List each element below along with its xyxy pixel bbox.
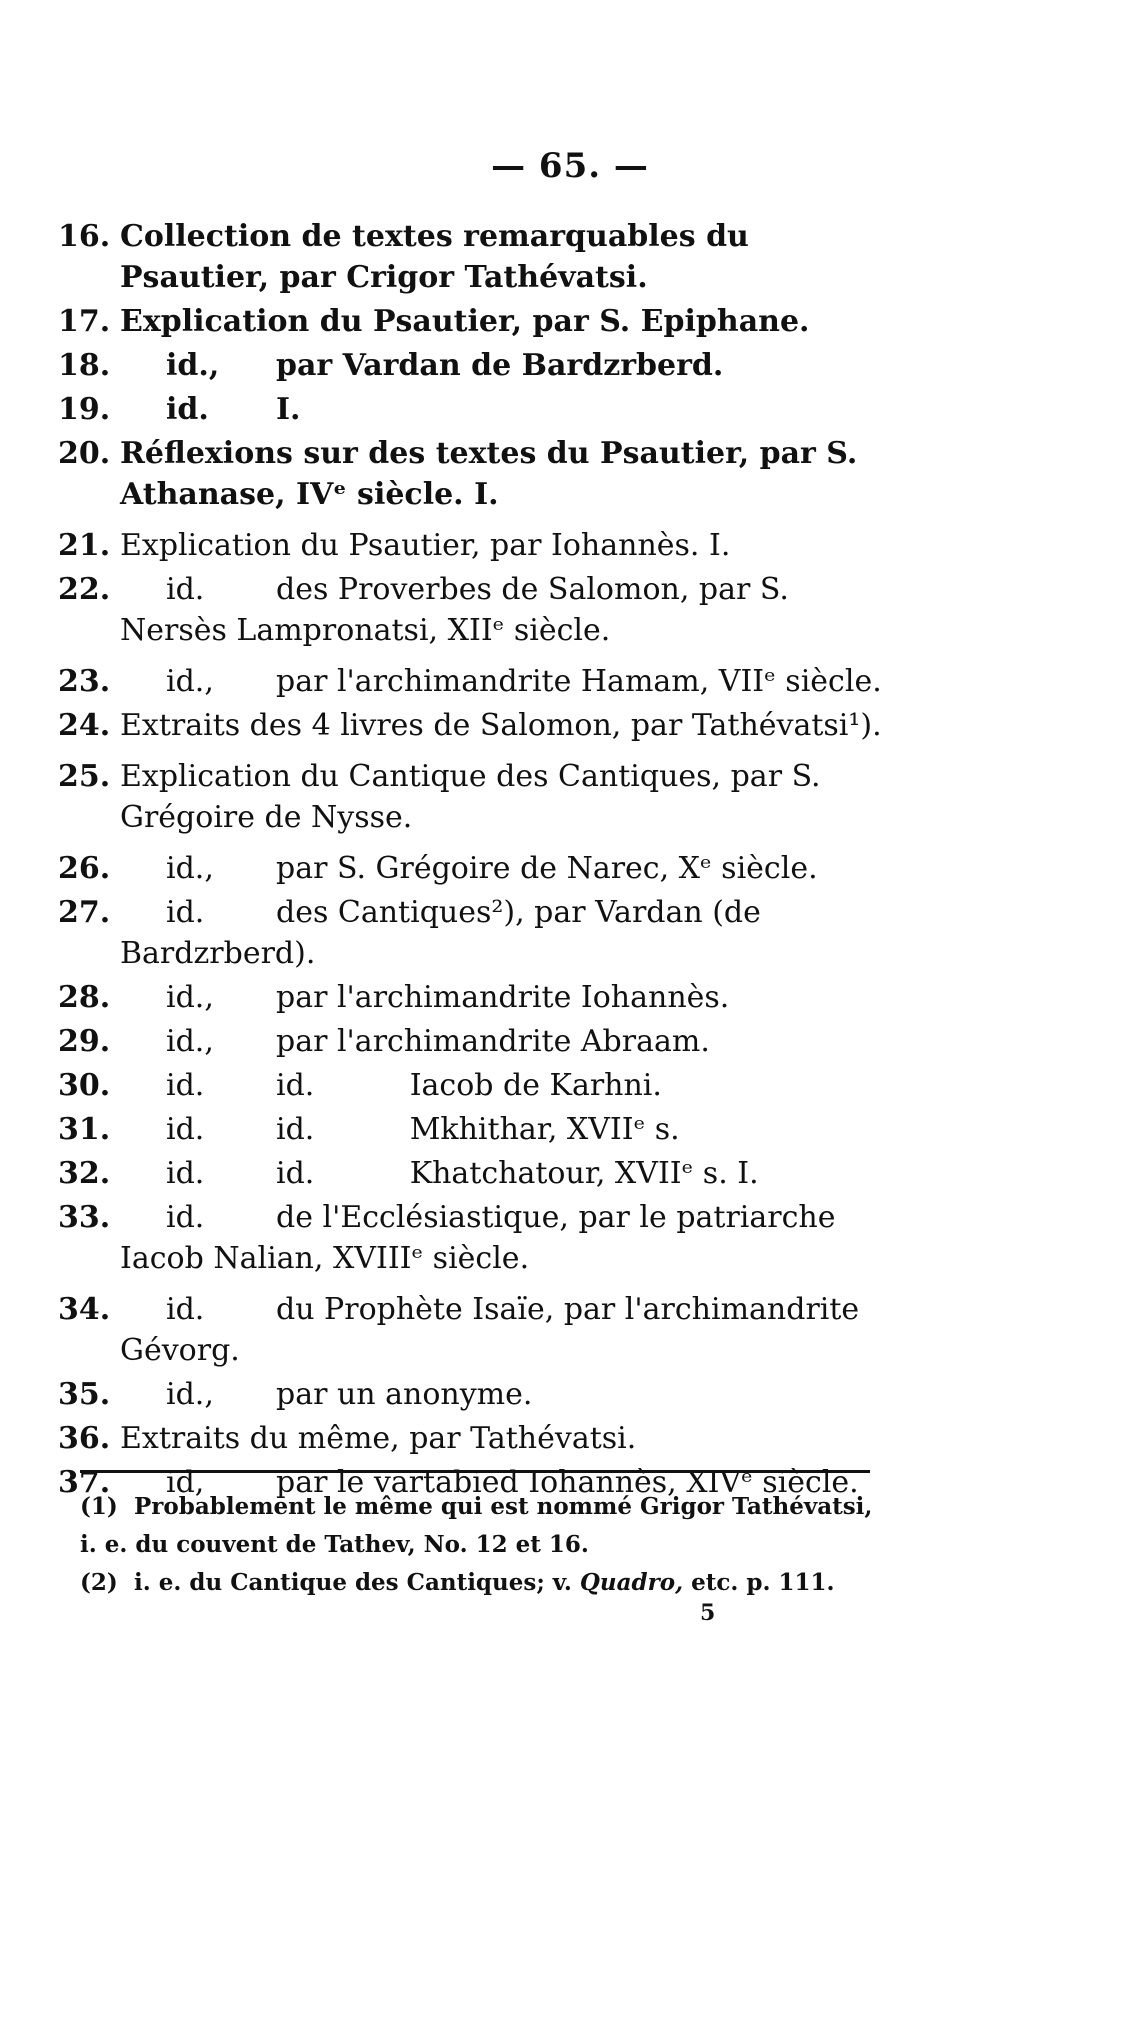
entry-number: 28. — [58, 980, 111, 1015]
entry-text: I. — [276, 392, 301, 427]
entry-ref: id. — [166, 1292, 205, 1327]
catalogue-entry — [58, 1197, 898, 1279]
footnote-2 — [80, 1564, 880, 1602]
footnote-tail: etc. p. 111. — [691, 1569, 835, 1596]
entry-text: du Prophète Isaïe, par l'archimandrite Gévorg. — [120, 1292, 869, 1368]
entry-number: 19. — [58, 392, 111, 427]
signature-mark: 5 — [700, 1600, 716, 1626]
entry-body — [120, 892, 898, 974]
catalogue-entry — [58, 848, 898, 889]
entry-number: 30. — [58, 1068, 111, 1103]
catalogue-entry — [58, 389, 898, 430]
catalogue-entry — [58, 977, 898, 1018]
page-number: — 65. — — [491, 146, 649, 186]
entry-text: Explication du Psautier, par S. Epiphane. — [120, 304, 810, 339]
entry-text: Extraits du même, par Tathévatsi. — [120, 1421, 637, 1456]
entry-body — [120, 1374, 898, 1415]
entry-number: 29. — [58, 1024, 111, 1059]
entry-ref: id., — [166, 1377, 214, 1412]
entry-text: id. Iacob de Karhni. — [276, 1068, 662, 1103]
entry-number: 24. — [58, 708, 111, 743]
entry-number: 36. — [58, 1421, 111, 1456]
catalogue-entry — [58, 705, 898, 746]
entry-number: 16. — [58, 219, 111, 254]
entry-text: Extraits des 4 livres de Salomon, par Tathévatsi¹). — [120, 708, 882, 743]
entry-body — [120, 1021, 898, 1062]
entry-ref: id. — [166, 1068, 205, 1103]
entry-ref: id., — [166, 851, 214, 886]
entry-body — [120, 1289, 898, 1371]
catalogue-entries — [58, 216, 898, 1506]
entry-number: 17. — [58, 304, 111, 339]
entry-body — [120, 756, 898, 838]
entry-number: 18. — [58, 348, 111, 383]
catalogue-entry — [58, 1289, 898, 1371]
entry-ref: id., — [166, 1024, 214, 1059]
entry-ref: id., — [166, 348, 220, 383]
catalogue-entry — [58, 345, 898, 386]
catalogue-entry — [58, 892, 898, 974]
footnotes — [80, 1488, 880, 1602]
entry-text: des Cantiques²), par Vardan (de Bardzrberd). — [120, 895, 771, 971]
entry-ref: id. — [166, 392, 209, 427]
entry-text: par l'archimandrite Iohannès. — [276, 980, 730, 1015]
entry-body — [120, 389, 898, 430]
entry-number: 34. — [58, 1292, 111, 1327]
entry-text: Collection de textes remarquables du Psautier, par Crigor Tathévatsi. — [120, 219, 760, 295]
catalogue-entry — [58, 661, 898, 702]
catalogue-entry — [58, 433, 898, 515]
entry-number: 21. — [58, 528, 111, 563]
catalogue-entry — [58, 1109, 898, 1150]
catalogue-entry — [58, 216, 898, 298]
entry-ref: id. — [166, 895, 205, 930]
entry-ref: id. — [166, 1156, 205, 1191]
catalogue-entry — [58, 1065, 898, 1106]
entry-text: id. Mkhithar, XVIIᵉ s. — [276, 1112, 680, 1147]
entry-body — [120, 345, 898, 386]
entry-text: par l'archimandrite Abraam. — [276, 1024, 710, 1059]
entry-number: 20. — [58, 436, 111, 471]
entry-ref: id., — [166, 980, 214, 1015]
footnote-mark: (2) — [80, 1569, 118, 1596]
entry-text: des Proverbes de Salomon, par S. Nersès Lampronatsi, XIIᵉ siècle. — [120, 572, 799, 648]
catalogue-entry — [58, 1374, 898, 1415]
entry-body — [120, 569, 898, 651]
entry-text: par Vardan de Bardzrberd. — [276, 348, 724, 383]
footnote-1 — [80, 1488, 880, 1564]
entry-body — [120, 705, 898, 746]
entry-text: id. Khatchatour, XVIIᵉ s. I. — [276, 1156, 759, 1191]
entry-ref: id. — [166, 1112, 205, 1147]
entry-text: Explication du Cantique des Cantiques, par S. Grégoire de Nysse. — [120, 759, 831, 835]
catalogue-entry — [58, 1153, 898, 1194]
entry-number: 27. — [58, 895, 111, 930]
catalogue-entry — [58, 301, 898, 342]
entry-text: par l'archimandrite Hamam, VIIᵉ siècle. — [276, 664, 882, 699]
entry-body — [120, 301, 898, 342]
entry-body — [120, 433, 898, 515]
entry-text: par S. Grégoire de Narec, Xᵉ siècle. — [276, 851, 818, 886]
footnote-text: Probablement le même qui est nommé Grigor Tathévatsi, i. e. du couvent de Tathev, No. 12 et 16. — [80, 1493, 873, 1558]
entry-number: 35. — [58, 1377, 111, 1412]
entry-body — [120, 1418, 898, 1459]
footnote-mark: (1) — [80, 1493, 118, 1520]
entry-body — [120, 1197, 898, 1279]
entry-body — [120, 977, 898, 1018]
entry-text: Réflexions sur des textes du Psautier, par S. Athanase, IVᵉ siècle. I. — [120, 436, 868, 512]
entry-number: 37. — [58, 1465, 111, 1500]
entry-ref: id., — [166, 664, 214, 699]
catalogue-entry — [58, 1418, 898, 1459]
entry-number: 25. — [58, 759, 111, 794]
entry-body — [120, 525, 898, 566]
footnote-rule — [80, 1470, 870, 1473]
entry-text: par un anonyme. — [276, 1377, 533, 1412]
entry-body — [120, 1153, 898, 1194]
entry-number: 26. — [58, 851, 111, 886]
catalogue-entry — [58, 569, 898, 651]
entry-text: de l'Ecclésiastique, par le patriarche Iacob Nalian, XVIIIᵉ siècle. — [120, 1200, 846, 1276]
entry-body — [120, 661, 898, 702]
entry-body — [120, 1109, 898, 1150]
catalogue-entry — [58, 1021, 898, 1062]
entry-body — [120, 1065, 898, 1106]
entry-body — [120, 216, 898, 298]
footnote-italic: Quadro, — [579, 1569, 684, 1596]
entry-ref: id, — [166, 1465, 205, 1500]
entry-ref: id. — [166, 572, 205, 607]
entry-number: 33. — [58, 1200, 111, 1235]
entry-body — [120, 848, 898, 889]
entry-text: Explication du Psautier, par Iohannès. I. — [120, 528, 731, 563]
entry-number: 32. — [58, 1156, 111, 1191]
entry-text: par le vartabied Iohannès, XIVᵉ siècle. — [276, 1465, 859, 1500]
entry-number: 23. — [58, 664, 111, 699]
entry-number: 31. — [58, 1112, 111, 1147]
entry-ref: id. — [166, 1200, 205, 1235]
catalogue-entry — [58, 525, 898, 566]
entry-number: 22. — [58, 572, 111, 607]
catalogue-entry — [58, 756, 898, 838]
footnote-text: i. e. du Cantique des Cantiques; v. — [134, 1569, 572, 1596]
